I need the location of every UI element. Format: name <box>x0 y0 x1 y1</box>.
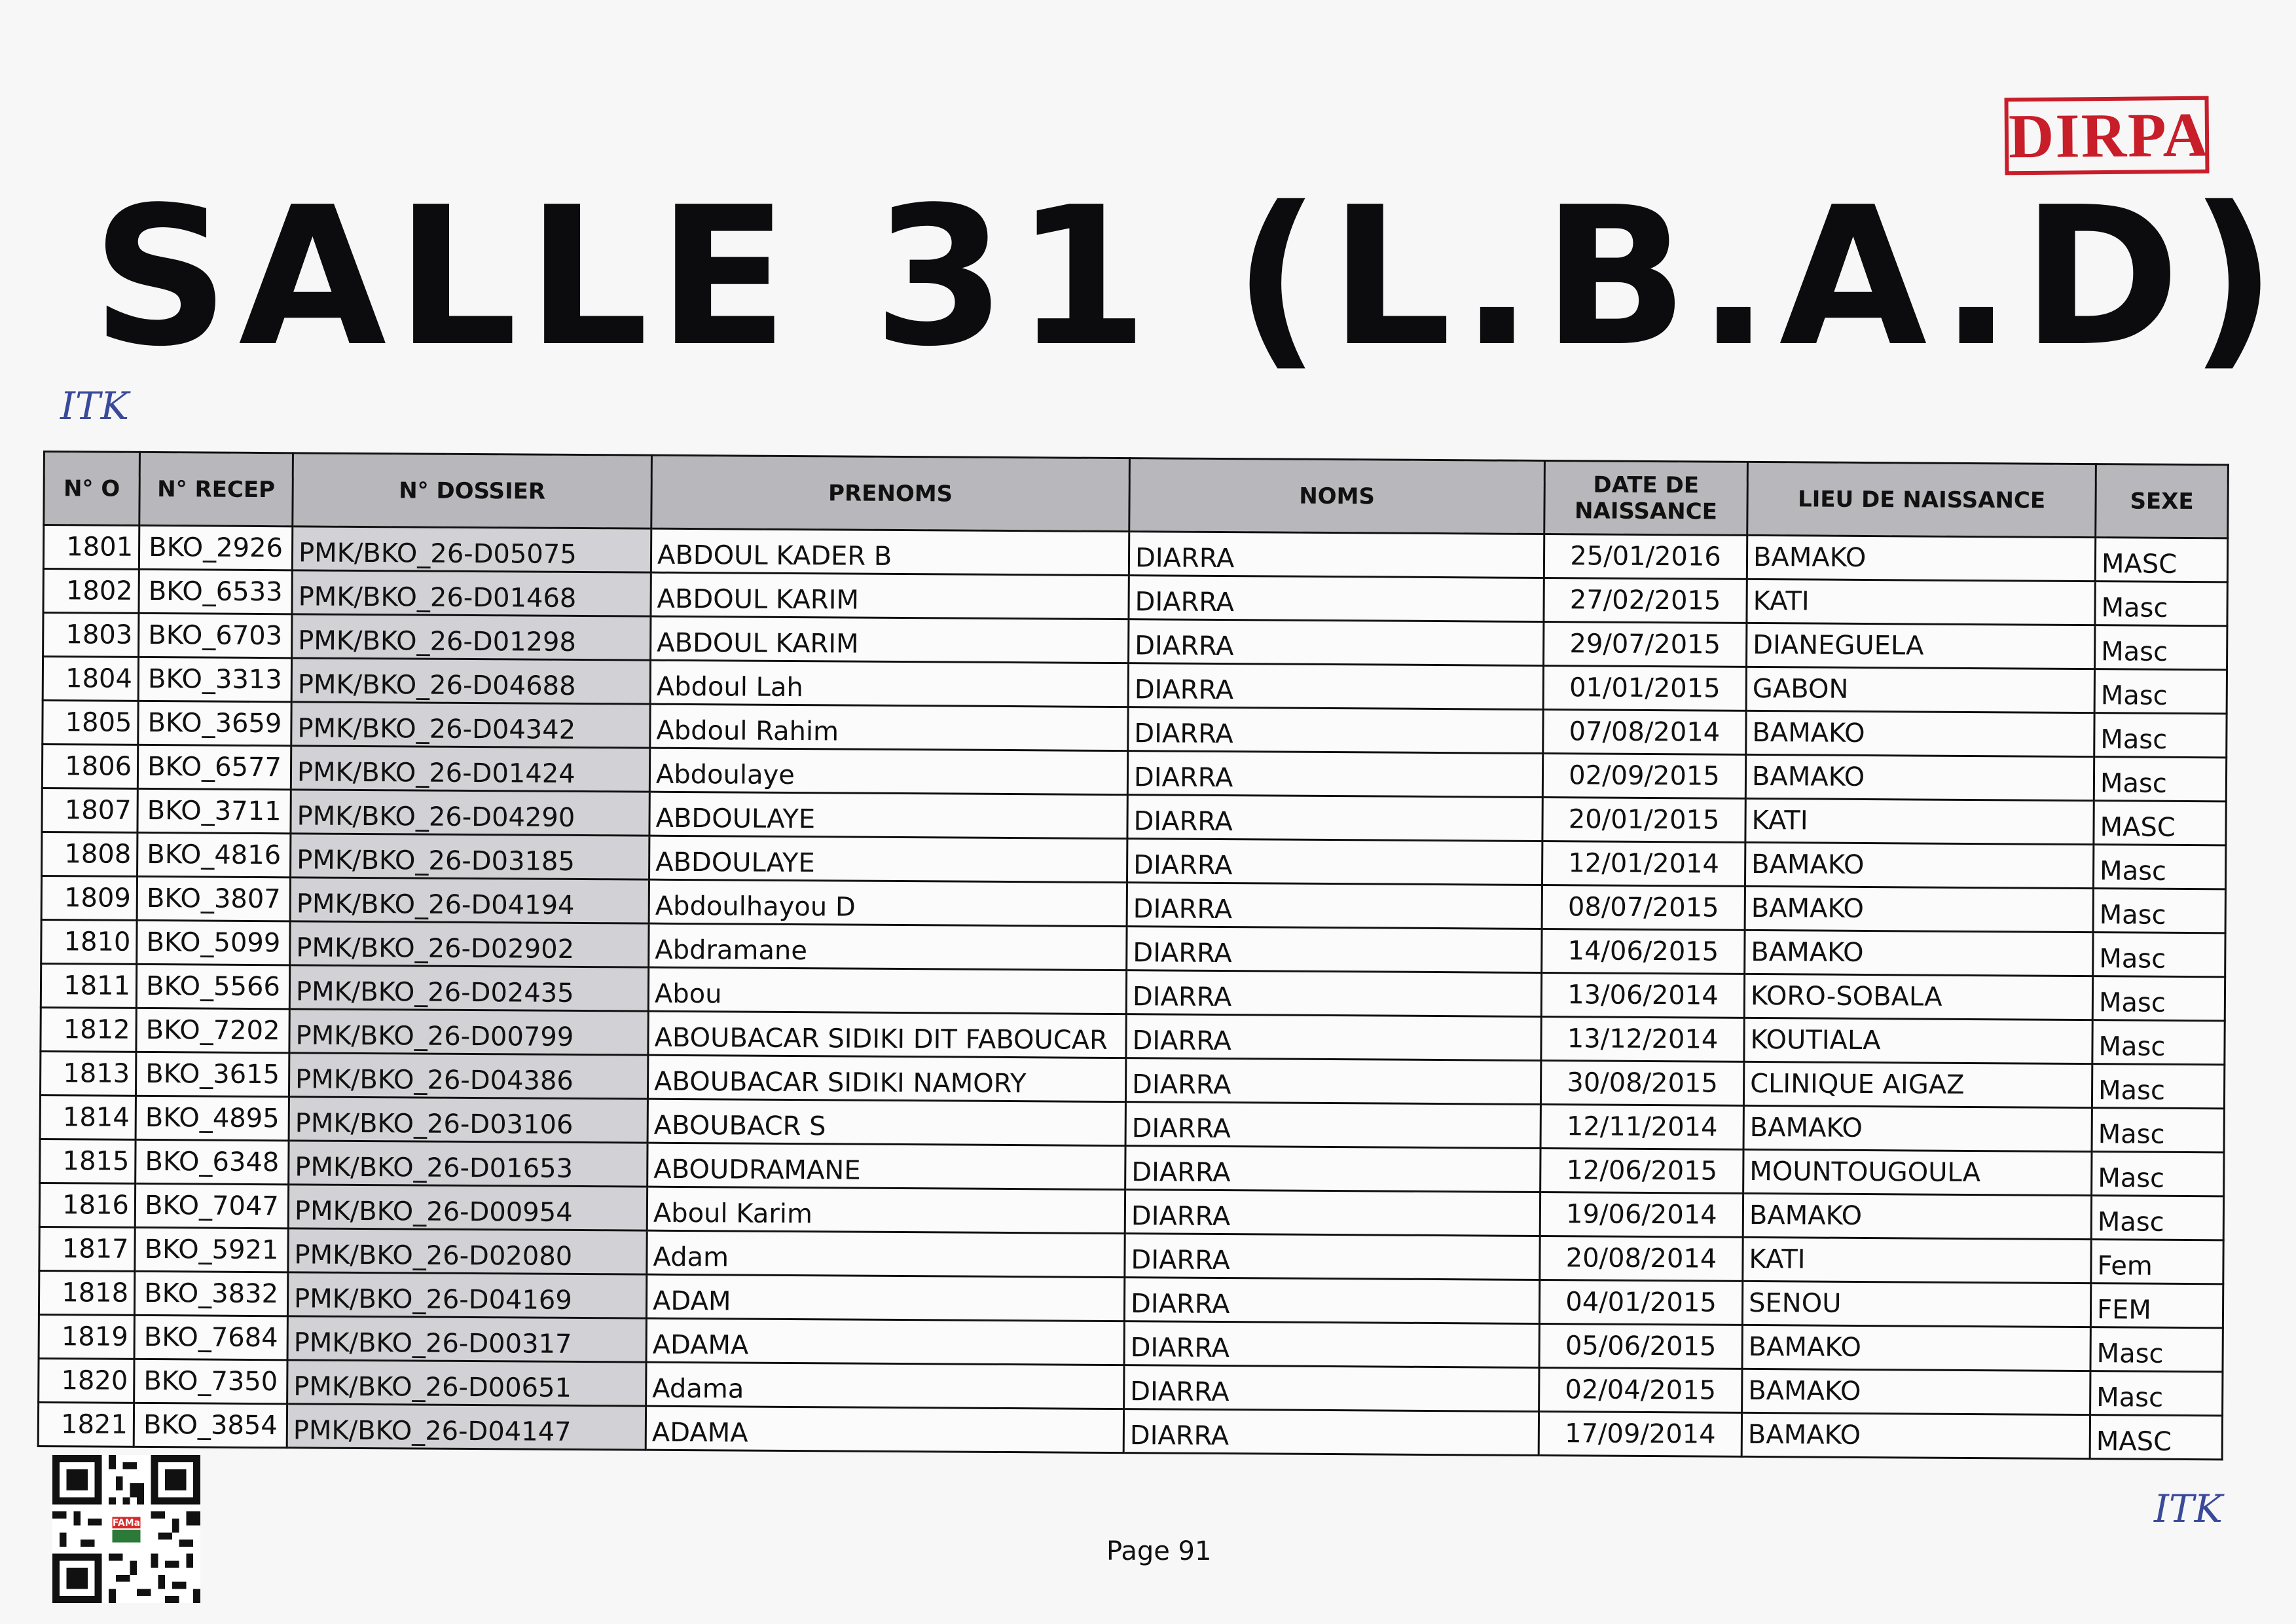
cell-no: 1819 <box>39 1314 134 1359</box>
cell-noms: DIARRA <box>1129 532 1544 578</box>
cell-date-naissance: 04/01/2015 <box>1539 1280 1742 1325</box>
cell-no: 1813 <box>40 1051 136 1096</box>
cell-date-naissance: 20/08/2014 <box>1540 1236 1743 1281</box>
header-recep: N° RECEP <box>139 452 293 526</box>
cell-no: 1814 <box>40 1095 136 1139</box>
cell-recep: BKO_5921 <box>135 1227 288 1272</box>
cell-recep: BKO_6577 <box>137 745 291 789</box>
cell-dossier: PMK/BKO_26-D02080 <box>288 1228 647 1274</box>
header-prenoms: PRENOMS <box>651 455 1130 531</box>
qr-logo-label: FAMa <box>112 1518 141 1529</box>
cell-lieu-naissance: BAMAKO <box>1745 754 2094 800</box>
cell-lieu-naissance: BAMAKO <box>1745 930 2093 976</box>
cell-lieu-naissance: KATI <box>1747 579 2095 625</box>
cell-recep: BKO_6703 <box>139 613 292 657</box>
cell-no: 1807 <box>42 788 137 832</box>
cell-recep: BKO_5566 <box>136 964 289 1008</box>
table-header-row <box>44 452 2229 538</box>
cell-sexe: Masc <box>2091 1196 2223 1240</box>
cell-lieu-naissance: DIANEGUELA <box>1747 623 2095 669</box>
cell-date-naissance: 30/08/2015 <box>1540 1060 1743 1105</box>
cell-dossier: PMK/BKO_26-D00954 <box>288 1185 647 1230</box>
cell-prenoms: Adama <box>646 1362 1124 1409</box>
cell-recep: BKO_7202 <box>136 1008 289 1052</box>
cell-prenoms: ABOUBACAR SIDIKI NAMORY <box>647 1055 1125 1101</box>
cell-no: 1804 <box>43 657 138 701</box>
cell-no: 1810 <box>41 919 137 964</box>
cell-dossier: PMK/BKO_26-D02902 <box>290 921 649 967</box>
cell-recep: BKO_3313 <box>138 657 291 701</box>
cell-sexe: Masc <box>2095 581 2227 626</box>
cell-recep: BKO_2926 <box>139 525 292 570</box>
cell-sexe: Fem <box>2091 1240 2223 1284</box>
cell-lieu-naissance: CLINIQUE AIGAZ <box>1743 1061 2092 1107</box>
cell-date-naissance: 12/01/2014 <box>1542 841 1745 886</box>
qr-code-icon <box>52 1455 200 1603</box>
cell-dossier: PMK/BKO_26-D01298 <box>292 614 651 660</box>
cell-date-naissance: 12/06/2015 <box>1540 1148 1743 1193</box>
cell-sexe: Masc <box>2092 1108 2224 1153</box>
cell-lieu-naissance: KATI <box>1743 1237 2091 1283</box>
cell-lieu-naissance: GABON <box>1746 667 2094 712</box>
cell-sexe: FEM <box>2090 1283 2223 1328</box>
cell-no: 1816 <box>39 1183 135 1227</box>
cell-prenoms: Abdramane <box>649 923 1127 970</box>
cell-sexe: MASC <box>2090 1415 2222 1460</box>
page-title: SALLE 31 (L.B.A.D) <box>92 166 2286 388</box>
header-lieu-naissance: LIEU DE NAISSANCE <box>1747 462 2096 537</box>
cell-dossier: PMK/BKO_26-D04169 <box>287 1272 646 1318</box>
cell-dossier: PMK/BKO_26-D00651 <box>287 1360 646 1406</box>
cell-noms: DIARRA <box>1127 927 1542 973</box>
cell-noms: DIARRA <box>1125 1146 1540 1192</box>
cell-dossier: PMK/BKO_26-D04194 <box>290 877 649 923</box>
cell-no: 1821 <box>38 1402 134 1447</box>
header-noms: NOMS <box>1129 458 1545 534</box>
cell-prenoms: Abdoulaye <box>649 748 1127 794</box>
cell-prenoms: ABOUBACAR SIDIKI DIT FABOUCAR <box>648 1011 1126 1058</box>
cell-no: 1805 <box>43 701 138 745</box>
roster-table-container <box>37 451 2227 1460</box>
cell-prenoms: Abou <box>648 967 1126 1014</box>
cell-prenoms: ABDOUL KARIM <box>651 616 1129 663</box>
cell-noms: DIARRA <box>1126 970 1541 1017</box>
cell-noms: DIARRA <box>1124 1321 1539 1368</box>
cell-prenoms: Abdoul Rahim <box>650 704 1128 750</box>
cell-no: 1820 <box>39 1358 134 1403</box>
cell-date-naissance: 01/01/2015 <box>1543 666 1746 711</box>
cell-no: 1818 <box>39 1270 134 1315</box>
dirpa-stamp: DIRPA <box>2004 96 2209 175</box>
cell-dossier: PMK/BKO_26-D04342 <box>291 702 650 748</box>
cell-dossier: PMK/BKO_26-D00317 <box>287 1316 646 1362</box>
cell-noms: DIARRA <box>1129 576 1544 622</box>
cell-recep: BKO_4895 <box>136 1096 289 1140</box>
cell-no: 1801 <box>43 525 139 570</box>
cell-date-naissance: 12/11/2014 <box>1540 1104 1743 1149</box>
cell-recep: BKO_3615 <box>136 1052 289 1096</box>
cell-prenoms: ADAM <box>646 1274 1124 1321</box>
cell-sexe: Masc <box>2093 845 2225 889</box>
cell-sexe: Masc <box>2092 1064 2224 1109</box>
cell-prenoms: ABDOUL KADER B <box>651 528 1129 575</box>
cell-date-naissance: 29/07/2015 <box>1544 622 1747 667</box>
cell-dossier: PMK/BKO_26-D03185 <box>291 834 649 879</box>
cell-lieu-naissance: MOUNTOUGOULA <box>1743 1149 2092 1195</box>
cell-dossier: PMK/BKO_26-D01424 <box>291 746 649 792</box>
cell-lieu-naissance: BAMAKO <box>1742 1325 2090 1371</box>
cell-lieu-naissance: BAMAKO <box>1745 886 2093 932</box>
cell-recep: BKO_6533 <box>139 569 292 614</box>
cell-lieu-naissance: BAMAKO <box>1743 1193 2091 1239</box>
cell-recep: BKO_7684 <box>134 1315 287 1359</box>
cell-dossier: PMK/BKO_26-D04147 <box>287 1404 646 1450</box>
cell-noms: DIARRA <box>1127 795 1542 841</box>
cell-recep: BKO_3832 <box>134 1271 287 1316</box>
header-sexe: SEXE <box>2096 464 2229 538</box>
cell-lieu-naissance: BAMAKO <box>1745 842 2093 888</box>
cell-date-naissance: 05/06/2015 <box>1539 1323 1742 1369</box>
cell-lieu-naissance: KOUTIALA <box>1744 1018 2092 1063</box>
cell-sexe: Masc <box>2092 1020 2225 1065</box>
cell-lieu-naissance: KATI <box>1745 798 2094 844</box>
handwritten-initials-top: ITK <box>60 384 129 428</box>
cell-recep: BKO_3659 <box>138 701 291 745</box>
cell-lieu-naissance: SENOU <box>1742 1281 2090 1327</box>
cell-prenoms: ABOUBACR S <box>647 1099 1125 1145</box>
cell-sexe: Masc <box>2094 669 2227 714</box>
cell-noms: DIARRA <box>1124 1278 1539 1324</box>
cell-sexe: Masc <box>2090 1327 2223 1372</box>
cell-lieu-naissance: BAMAKO <box>1742 1369 2090 1414</box>
cell-dossier: PMK/BKO_26-D02435 <box>289 965 648 1011</box>
cell-no: 1808 <box>42 832 137 876</box>
cell-recep: BKO_7350 <box>134 1359 287 1403</box>
cell-no: 1812 <box>41 1007 136 1052</box>
cell-sexe: Masc <box>2094 757 2226 802</box>
cell-prenoms: ABDOULAYE <box>649 836 1127 882</box>
cell-sexe: MASC <box>2094 801 2226 845</box>
cell-prenoms: ADAMA <box>646 1318 1124 1365</box>
cell-lieu-naissance: BAMAKO <box>1741 1412 2090 1458</box>
cell-no: 1811 <box>41 963 136 1008</box>
cell-sexe: MASC <box>2095 538 2227 582</box>
cell-recep: BKO_3807 <box>137 876 290 921</box>
cell-dossier: PMK/BKO_26-D03106 <box>289 1097 647 1143</box>
cell-noms: DIARRA <box>1128 707 1543 754</box>
cell-date-naissance: 20/01/2015 <box>1542 798 1745 843</box>
cell-prenoms: ABDOULAYE <box>649 792 1127 838</box>
cell-prenoms: ADAMA <box>646 1406 1123 1452</box>
header-dossier: N° DOSSIER <box>293 453 652 528</box>
cell-dossier: PMK/BKO_26-D04290 <box>291 790 649 836</box>
cell-prenoms: Aboul Karim <box>647 1187 1125 1233</box>
cell-dossier: PMK/BKO_26-D01468 <box>292 570 651 616</box>
cell-date-naissance: 07/08/2014 <box>1543 710 1746 755</box>
cell-date-naissance: 13/12/2014 <box>1541 1016 1744 1061</box>
cell-noms: DIARRA <box>1127 883 1542 929</box>
cell-date-naissance: 14/06/2015 <box>1542 929 1745 974</box>
cell-dossier: PMK/BKO_26-D04688 <box>291 658 650 704</box>
cell-dossier: PMK/BKO_26-D05075 <box>292 526 651 572</box>
cell-noms: DIARRA <box>1125 1234 1540 1280</box>
cell-prenoms: ABDOUL KARIM <box>651 572 1129 619</box>
cell-no: 1817 <box>39 1227 135 1271</box>
cell-no: 1806 <box>42 745 137 789</box>
cell-noms: DIARRA <box>1125 1102 1540 1149</box>
cell-recep: BKO_3854 <box>134 1403 287 1447</box>
cell-lieu-naissance: KORO-SOBALA <box>1744 974 2092 1020</box>
cell-noms: DIARRA <box>1127 839 1542 885</box>
cell-date-naissance: 13/06/2014 <box>1541 972 1744 1018</box>
cell-prenoms: ABOUDRAMANE <box>647 1143 1125 1189</box>
cell-noms: DIARRA <box>1127 751 1542 798</box>
cell-lieu-naissance: BAMAKO <box>1743 1105 2092 1151</box>
cell-recep: BKO_4816 <box>137 832 291 877</box>
cell-sexe: Masc <box>2095 625 2227 670</box>
cell-noms: DIARRA <box>1128 663 1543 710</box>
cell-date-naissance: 08/07/2015 <box>1542 885 1745 930</box>
cell-no: 1809 <box>41 876 137 920</box>
cell-sexe: Masc <box>2093 889 2225 933</box>
cell-sexe: Masc <box>2093 932 2225 977</box>
cell-prenoms: Adam <box>647 1230 1125 1277</box>
cell-recep: BKO_5099 <box>137 920 290 965</box>
cell-noms: DIARRA <box>1125 1190 1540 1236</box>
cell-sexe: Masc <box>2090 1371 2223 1416</box>
cell-lieu-naissance: BAMAKO <box>1746 710 2094 756</box>
cell-date-naissance: 02/04/2015 <box>1539 1367 1742 1412</box>
cell-date-naissance: 19/06/2014 <box>1540 1192 1743 1237</box>
cell-recep: BKO_7047 <box>135 1183 288 1228</box>
cell-noms: DIARRA <box>1125 1058 1540 1105</box>
header-date-naissance: DATE DE NAISSANCE <box>1544 461 1748 536</box>
cell-noms: DIARRA <box>1126 1014 1541 1061</box>
cell-no: 1802 <box>43 569 139 614</box>
cell-date-naissance: 27/02/2015 <box>1544 578 1747 623</box>
cell-sexe: Masc <box>2092 976 2225 1021</box>
cell-recep: BKO_3711 <box>137 788 291 833</box>
cell-date-naissance: 25/01/2016 <box>1544 534 1747 580</box>
cell-lieu-naissance: BAMAKO <box>1747 535 2095 581</box>
cell-noms: DIARRA <box>1129 619 1544 666</box>
handwritten-initials-bottom: ITK <box>2154 1486 2223 1531</box>
cell-no: 1815 <box>40 1139 136 1183</box>
cell-no: 1803 <box>43 613 139 657</box>
header-no: N° O <box>44 452 140 526</box>
cell-dossier: PMK/BKO_26-D00799 <box>289 1009 648 1055</box>
cell-recep: BKO_6348 <box>136 1139 289 1184</box>
page-number: Page 91 <box>1106 1536 1212 1566</box>
cell-noms: DIARRA <box>1124 1365 1539 1412</box>
cell-date-naissance: 02/09/2015 <box>1542 754 1745 799</box>
cell-noms: DIARRA <box>1123 1409 1539 1456</box>
cell-date-naissance: 17/09/2014 <box>1539 1411 1741 1456</box>
cell-sexe: Masc <box>2094 713 2227 758</box>
cell-sexe: Masc <box>2092 1152 2224 1196</box>
cell-prenoms: Abdoul Lah <box>650 660 1128 707</box>
cell-prenoms: Abdoulhayou D <box>649 879 1127 926</box>
cell-dossier: PMK/BKO_26-D01653 <box>289 1141 647 1187</box>
cell-dossier: PMK/BKO_26-D04386 <box>289 1053 647 1099</box>
table-body <box>38 525 2228 1460</box>
roster-table <box>37 451 2229 1460</box>
